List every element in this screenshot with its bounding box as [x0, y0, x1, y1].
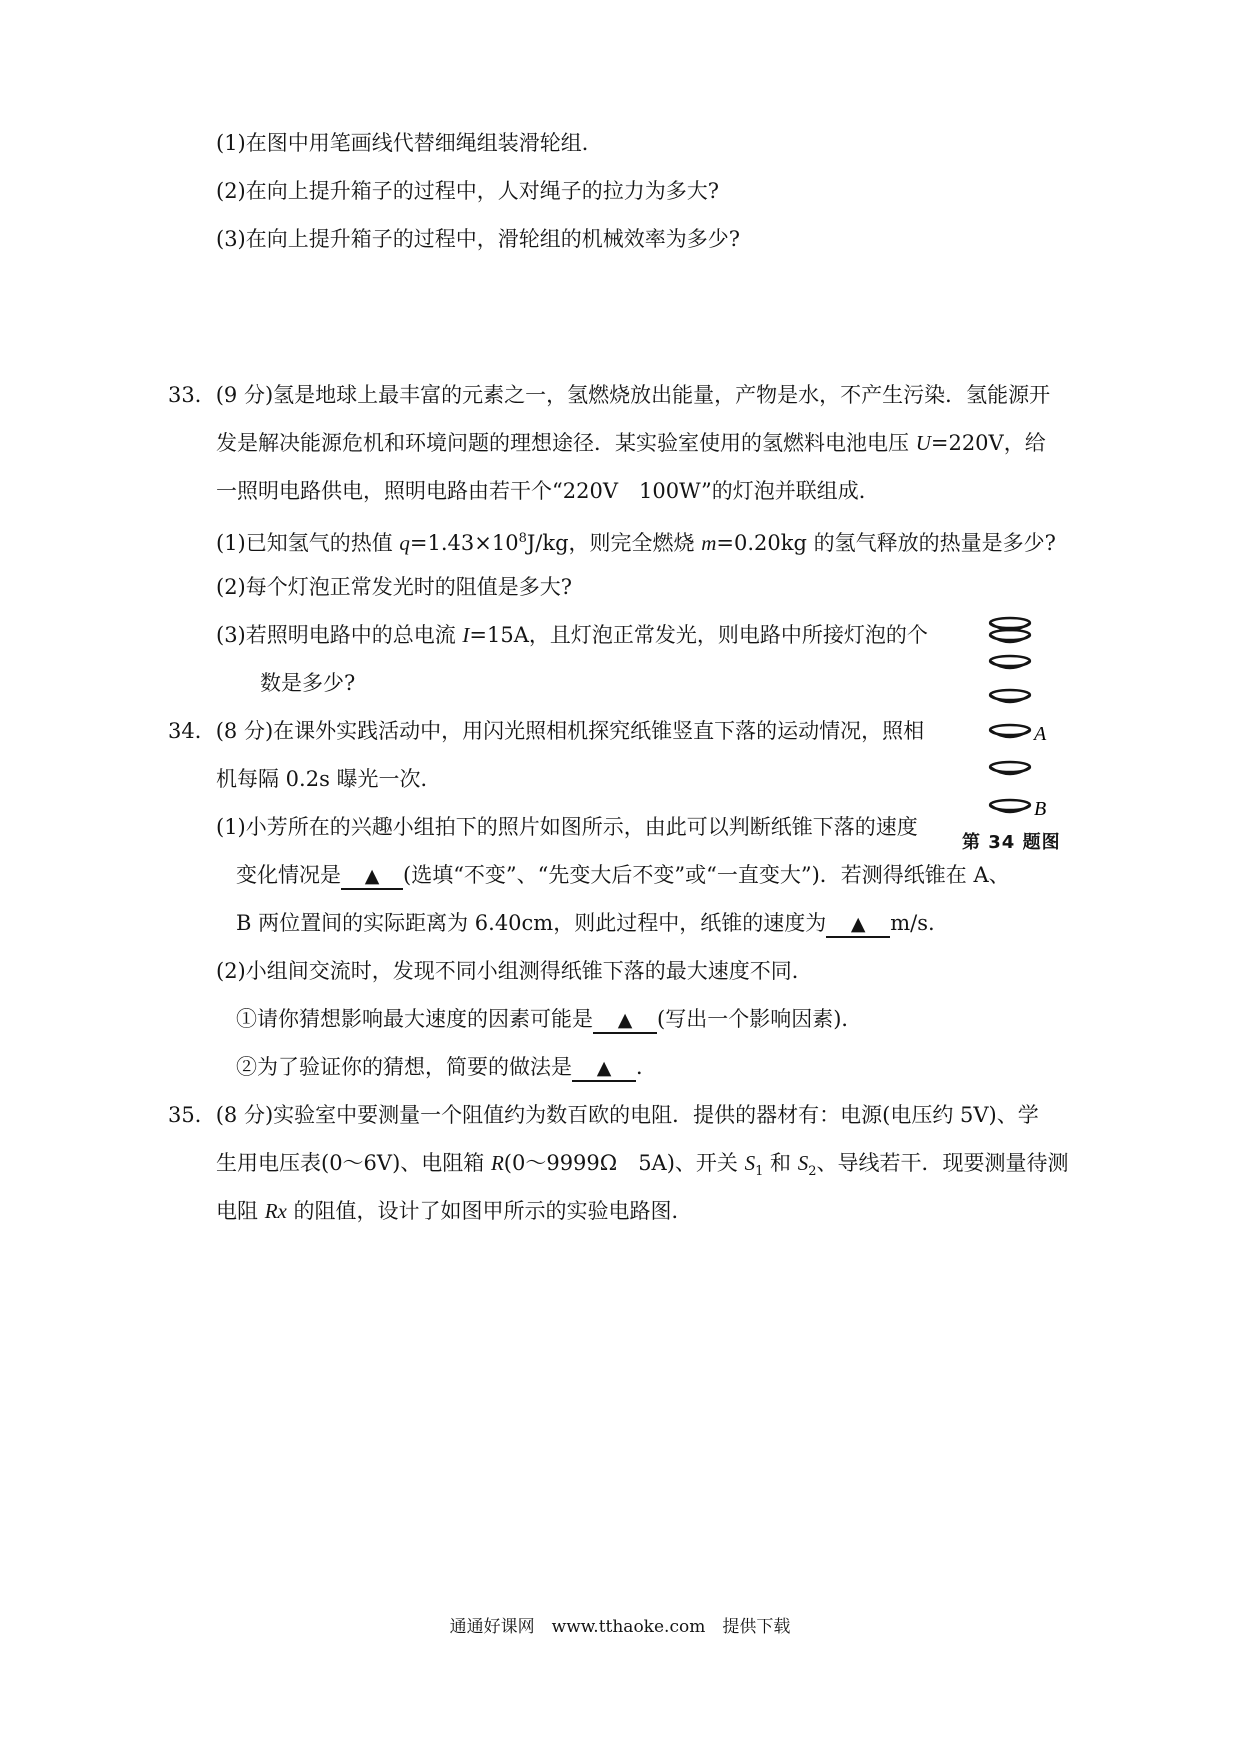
q33-line-1 — [168, 380, 1050, 410]
q33-part-3 — [216, 620, 928, 650]
q34-number: 34． — [168, 719, 216, 743]
q35-text-2d: 、导线若干．现要测量待测 — [816, 1151, 1069, 1175]
q33-var-m: m — [701, 531, 717, 555]
q33-line-3: 一照明电路供电，照明电路由若干个“220V 100W”的灯泡并联组成． — [216, 479, 880, 503]
q33-number: 33． — [168, 383, 216, 407]
q35-number: 35． — [168, 1103, 216, 1127]
q33-text-2a: 发是解决能源危机和环境问题的理想途径．某实验室使用的氢燃料电池电压 — [216, 431, 916, 455]
answer-blank-4[interactable]: ▲ — [572, 1056, 636, 1082]
cone-label-a: A — [1034, 723, 1047, 745]
answer-blank-3[interactable]: ▲ — [593, 1008, 657, 1034]
q34-p2-2-post: ． — [636, 1055, 657, 1079]
falling-cone-figure — [980, 615, 1090, 855]
q33-exponent: 8 — [518, 531, 527, 546]
q35-line-3 — [216, 1196, 693, 1226]
q35-text-1: 实验室中要测量一个阻值约为数百欧的电阻．提供的器材有：电源(电压约 5V)、学 — [273, 1103, 1039, 1127]
q33-part-1 — [216, 524, 1056, 558]
q33-text-1: 氢是地球上最丰富的元素之一，氢燃烧放出能量，产物是水，不产生污染．氢能源开 — [273, 383, 1051, 407]
cone-image-3 — [990, 656, 1030, 668]
cone-image-5 — [990, 725, 1030, 737]
q33-p1-text-a: (1)已知氢气的热值 — [216, 531, 400, 555]
q33-var-q: q — [399, 531, 410, 555]
q33-points: (9 分) — [215, 383, 274, 407]
q34-part-1-line-2 — [236, 860, 1010, 890]
q32-part-1: (1)在图中用笔画线代替细绳组装滑轮组． — [216, 131, 603, 155]
q34-text-1: 在课外实践活动中，用闪光照相机探究纸锥竖直下落的运动情况，照相 — [273, 719, 925, 743]
q34-part-1: (1)小芳所在的兴趣小组拍下的照片如图所示，由此可以判断纸锥下落的速度 — [216, 815, 918, 839]
cone-image-7 — [990, 800, 1030, 812]
cone-image-2 — [990, 630, 1030, 642]
q34-p1c-pre: B 两位置间的实际距离为 6.40cm，则此过程中，纸锥的速度为 — [236, 911, 827, 935]
q34-p1b-pre: 变化情况是 — [236, 863, 341, 887]
q34-p2-2-pre: ②为了验证你的猜想，简要的做法是 — [236, 1055, 572, 1079]
q35-line-2 — [216, 1148, 1069, 1187]
q35-points: (8 分) — [215, 1103, 274, 1127]
page-footer: 通通好课网 www.tthaoke.com 提供下载 — [449, 1617, 791, 1637]
q34-part-1-line-3 — [236, 908, 935, 938]
q35-var-R: R — [490, 1151, 504, 1175]
q35-line-1 — [168, 1100, 1039, 1130]
q34-points: (8 分) — [215, 719, 274, 743]
cone-image-6 — [990, 762, 1030, 774]
q35-text-3a: 电阻 — [216, 1199, 265, 1223]
q33-part-3-cont: 数是多少? — [260, 671, 356, 695]
q32-part-3: (3)在向上提升箱子的过程中，滑轮组的机械效率为多少? — [216, 227, 741, 251]
cone-label-b: B — [1034, 798, 1047, 820]
answer-blank-2[interactable]: ▲ — [826, 912, 890, 938]
q34-p1c-post: m/s. — [890, 911, 935, 935]
q34-p1b-post: (选填“不变”、“先变大后不变”或“一直变大”)．若测得纸锥在 A、 — [403, 863, 1010, 887]
q33-p1-text-c: J/kg，则完全燃烧 — [526, 531, 702, 555]
q34-part-2: (2)小组间交流时，发现不同小组测得纸锥下落的最大速度不同． — [216, 959, 813, 983]
q33-text-2b: =220V，给 — [930, 431, 1046, 455]
q35-text-2b: (0～9999Ω 5A)、开关 — [503, 1151, 745, 1175]
q34-part-2-2 — [236, 1052, 657, 1082]
q33-p3-text-a: (3)若照明电路中的总电流 — [216, 623, 463, 647]
q32-part-2: (2)在向上提升箱子的过程中，人对绳子的拉力为多大? — [216, 179, 720, 203]
figure-caption: 第 34 题图 — [962, 832, 1061, 853]
q35-var-S1: S — [744, 1151, 756, 1175]
q33-p1-text-d: =0.20kg 的氢气释放的热量是多少? — [716, 531, 1056, 555]
q35-var-Rx: Rx — [264, 1199, 287, 1223]
q34-line-2: 机每隔 0.2s 曝光一次． — [216, 767, 442, 791]
cone-image-4 — [990, 690, 1030, 702]
q33-p3-text-b: =15A，且灯泡正常发光，则电路中所接灯泡的个 — [469, 623, 928, 647]
q33-line-2 — [216, 428, 1046, 458]
q33-var-I: I — [462, 623, 470, 647]
q34-line-1 — [168, 716, 924, 746]
q33-p1-text-b: =1.43×10 — [409, 531, 519, 555]
q33-var-U: U — [915, 431, 931, 455]
q35-sub-1: 1 — [755, 1164, 764, 1180]
cone-image-1 — [990, 618, 1030, 630]
answer-blank-1[interactable]: ▲ — [341, 864, 403, 890]
q34-part-2-1 — [236, 1004, 862, 1034]
q35-var-S2: S — [797, 1151, 809, 1175]
q34-p2-1-pre: ①请你猜想影响最大速度的因素可能是 — [236, 1007, 593, 1031]
q35-sub-2: 2 — [808, 1164, 817, 1180]
q35-text-2a: 生用电压表(0～6V)、电阻箱 — [216, 1151, 491, 1175]
q35-text-3b: 的阻值，设计了如图甲所示的实验电路图． — [286, 1199, 693, 1223]
q34-p2-1-post: (写出一个影响因素)． — [657, 1007, 863, 1031]
q33-part-2: (2)每个灯泡正常发光时的阻值是多大? — [216, 575, 573, 599]
q35-text-2c: 和 — [763, 1151, 798, 1175]
